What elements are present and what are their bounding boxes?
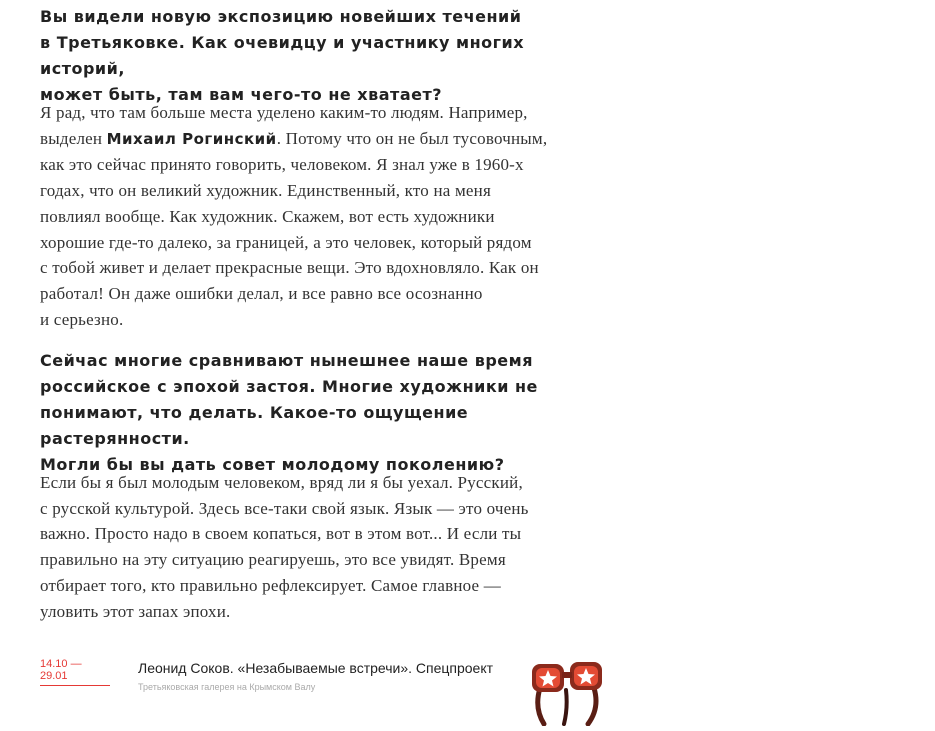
event-dates: 14.10 — 29.01 bbox=[40, 658, 110, 686]
answer-line: Если бы я был молодым человеком, вряд ли я бы уехал. Русский, bbox=[40, 473, 523, 492]
question-line: Сейчас многие сравнивают нынешнее наше время bbox=[40, 351, 533, 370]
answer-line: выделен bbox=[40, 128, 107, 148]
event-venue: Третьяковская галерея на Крымском Валу bbox=[138, 682, 316, 692]
interview-answer-2 bbox=[40, 470, 529, 624]
answer-line: уловить этот запах эпохи. bbox=[40, 601, 231, 621]
answer-line: и серьезно. bbox=[40, 309, 124, 329]
question-line: может быть, там вам чего-то не хватает? bbox=[40, 85, 443, 104]
question-line: Могли бы вы дать совет молодому поколению? bbox=[40, 455, 505, 474]
answer-line: важно. Просто надо в своем копаться, вот в этом вот... И если ты bbox=[40, 524, 522, 544]
interview-answer-1 bbox=[40, 100, 547, 332]
interview-question-1 bbox=[40, 4, 600, 108]
answer-line: отбирает того, кто правильно рефлексирует. Самое главное — bbox=[40, 575, 501, 595]
answer-line: правильно на эту ситуацию реагируешь, это все увидят. Время bbox=[40, 550, 506, 570]
interview-question-2 bbox=[40, 348, 600, 478]
artist-name-link[interactable]: Михаил Рогинский bbox=[106, 129, 277, 148]
answer-line: повлиял вообще. Как художник. Скажем, вот есть художники bbox=[40, 206, 495, 226]
answer-line: с тобой живет и делает прекрасные вещи. Это вдохновляло. Как он bbox=[40, 258, 539, 278]
answer-line: . Потому что он не был тусовочным, bbox=[276, 128, 548, 148]
question-line: в Третьяковке. Как очевидцу и участнику многих историй, bbox=[40, 33, 525, 78]
answer-line: хорошие где-то далеко, за границей, а это человек, который рядом bbox=[40, 232, 532, 252]
answer-line: годах, что он великий художник. Единственный, кто на меня bbox=[40, 181, 491, 201]
answer-line: Я рад, что там больше места уделено каким-то людям. Например, bbox=[40, 103, 528, 122]
answer-line: работал! Он даже ошибки делал, и все равно все осознанно bbox=[40, 283, 483, 303]
star-glasses-sculpture-icon[interactable] bbox=[530, 658, 606, 726]
answer-line: с русской культурой. Здесь все-таки свой язык. Язык — это очень bbox=[40, 498, 529, 518]
event-card[interactable] bbox=[40, 658, 610, 726]
question-line: Вы видели новую экспозицию новейших течений bbox=[40, 7, 522, 26]
event-title[interactable]: Леонид Соков. «Незабываемые встречи». Спецпроект bbox=[138, 660, 494, 676]
answer-line: как это сейчас принято говорить, человеком. Я знал уже в 1960-х bbox=[40, 155, 524, 175]
question-line: российское с эпохой застоя. Многие художники не bbox=[40, 377, 538, 396]
question-line: понимают, что делать. Какое-то ощущение растерянности. bbox=[40, 403, 469, 448]
